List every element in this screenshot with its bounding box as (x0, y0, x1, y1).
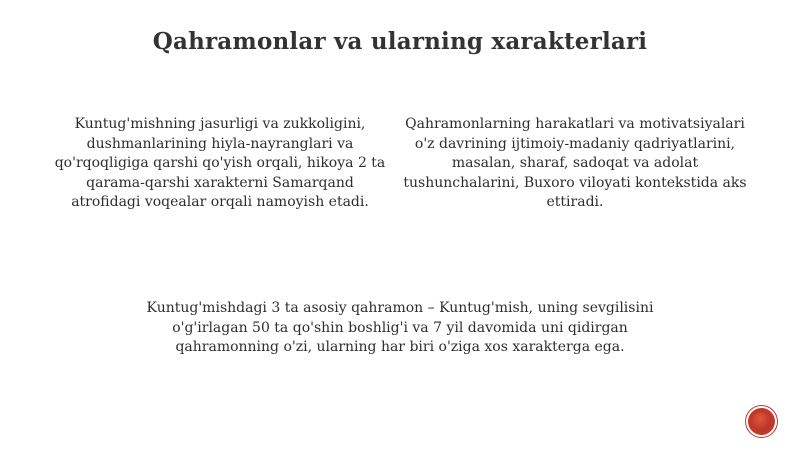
next-slide-button[interactable] (748, 408, 775, 435)
paragraph-bottom: Kuntug'mishdagi 3 ta asosiy qahramon – Kuntug'mish, uning sevgilisini o'g'irlagan 50 ta qo'shin boshlig'i va 7 yil davomida uni qidirgan qahramonning o'zi, ularning har biri o'ziga xos xarakterga ega. (146, 300, 654, 355)
slide-title: Qahramonlar va ularning xarakterlari (152, 28, 648, 55)
paragraph-left: Kuntug'mishning jasurligi va zukkoligini, dushmanlarining hiyla-nayranglari va qo'rqoqligiga qarshi qo'yish orqali, hikoya 2 ta qarama-qarshi xarakterni Samarqand atrofidagi voqealar orqali namoyish etadi. (54, 116, 386, 210)
circle-nav-icon (752, 412, 771, 431)
paragraph-right: Qahramonlarning harakatlari va motivatsiyalari o'z davrining ijtimoiy-madaniy qadriyatlarini, masalan, sharaf, sadoqat va adolat tushunchalarini, Buxoro viloyati kontekstida aks ettiradi. (403, 116, 747, 210)
